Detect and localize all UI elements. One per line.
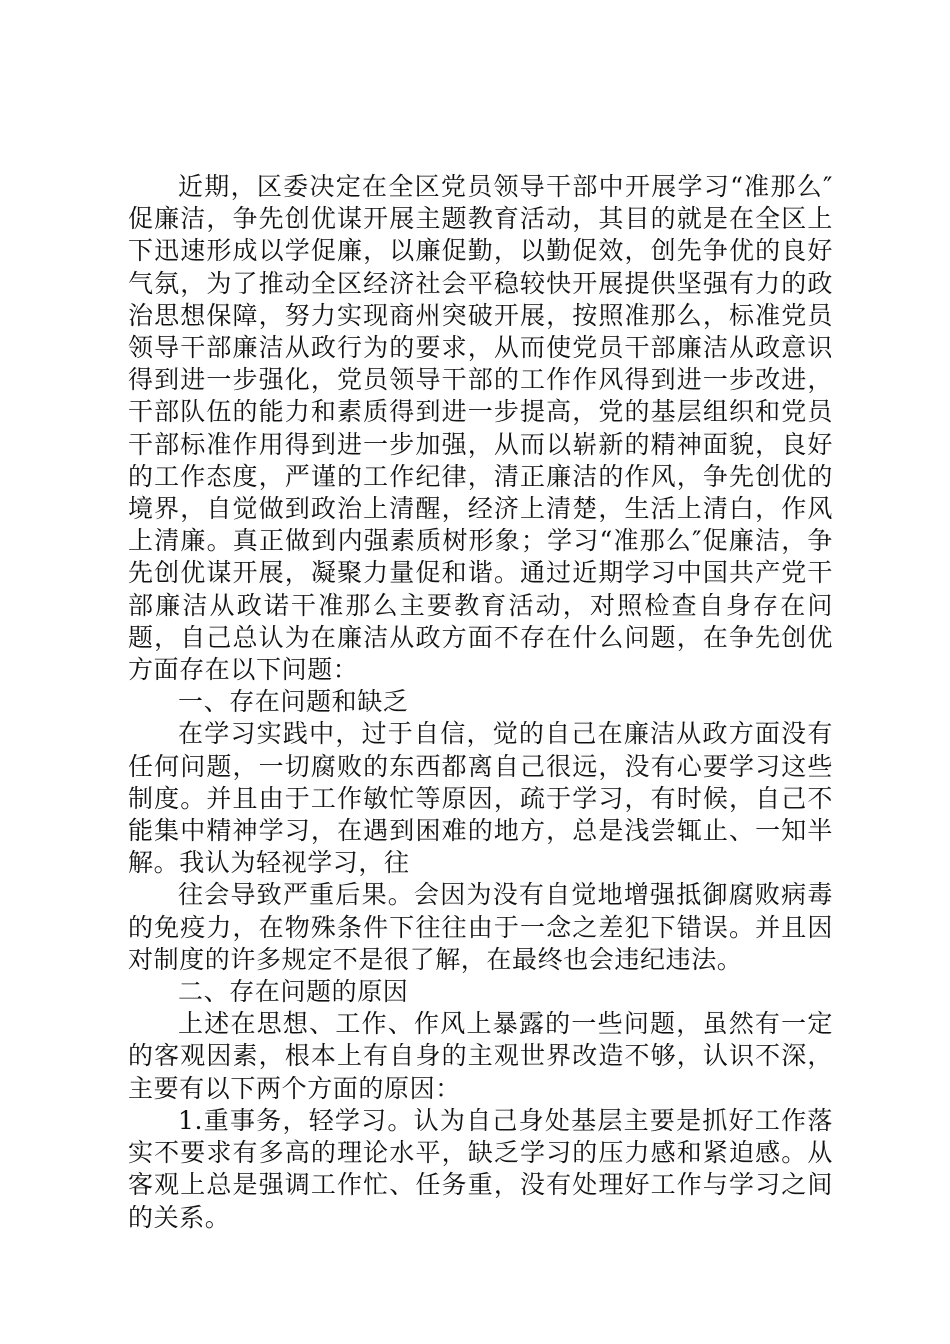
paragraph-study-practice: 在学习实践中，过于自信，觉的自己在廉洁从政方面没有任何问题，一切腐败的东西都离自己很远，没有心要学习这些制度。并且由于工作敏忙等原因，疏于学习，有时候，自己不能集中精神学习，在遇到困难的地方，总是浅尝辄止、一知半解。我认为轻视学习，往 [128, 719, 833, 878]
document-body [128, 171, 833, 1234]
paragraph-cause-one: 1.重事务，轻学习。认为自己身处基层主要是抓好工作落实不要求有多高的理论水平，缺乏学习的压力感和紧迫感。从客观上总是强调工作忙、任务重，没有处理好工作与学习之间的关系。 [128, 1105, 833, 1232]
paragraph-intro: 近期，区委决定在全区党员领导干部中开展学习“准那么″促廉洁，争先创优谋开展主题教育活动，其目的就是在全区上下迅速形成以学促廉，以廉促勤，以勤促效，创先争优的良好气氛，为了推动全区经济社会平稳较快开展提供坚强有力的政治思想保障，努力实现商州突破开展，按照准那么，标准党员领导干部廉洁从政行为的要求，从而使党员干部廉洁从政意识得到进一步强化，党员领导干部的工作作风得到进一步改进，干部队伍的能力和素质得到进一步提高，党的基层组织和党员干部标准作用得到进一步加强，从而以崭新的精神面貌，良好的工作态度，严谨的工作纪律，清正廉洁的作风，争先创优的境界，自觉做到政治上清醒，经济上清楚，生活上清白，作风上清廉。真正做到内强素质树形象；学习“准那么″促廉洁，争先创优谋开展，凝聚力量促和谐。通过近期学习中国共产党干部廉洁从政诺干准那么主要教育活动，对照检查自身存在问题，自己总认为在廉洁从政方面不存在什么问题，在争先创优方面存在以下问题： [128, 172, 833, 685]
section-heading-problems: 一、存在问题和缺乏 [178, 687, 409, 717]
paragraph-consequences: 往会导致严重后果。会因为没有自觉地增强抵御腐败病毒的免疫力，在物殊条件下往往由于一念之差犯下错误。并且因对制度的许多规定不是很了解，在最终也会违纪违法。 [128, 880, 833, 974]
section-heading-causes: 二、存在问题的原因 [178, 977, 409, 1007]
paragraph-causes-summary: 上述在思想、工作、作风上暴露的一些问题，虽然有一定的客观因素，根本上有自身的主观世界改造不够，认识不深，主要有以下两个方面的原因： [128, 1009, 833, 1103]
